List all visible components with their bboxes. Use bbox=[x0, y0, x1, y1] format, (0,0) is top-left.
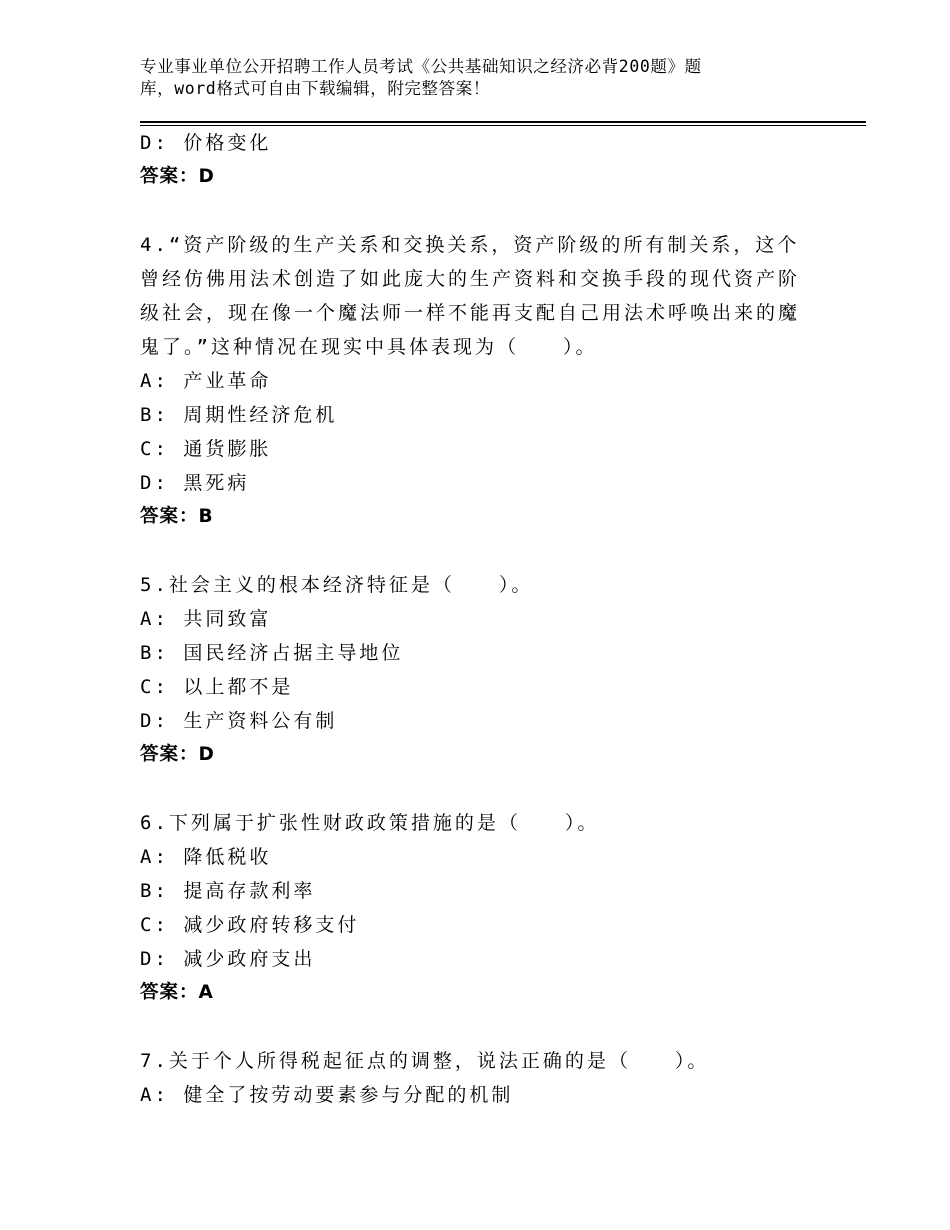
question-stem: 6.下列属于扩张性财政政策措施的是（ ）。 bbox=[140, 812, 600, 834]
spacer bbox=[140, 772, 820, 806]
option-b: B: 提高存款利率 bbox=[140, 880, 316, 902]
option-b: B: 周期性经济危机 bbox=[140, 404, 338, 426]
answer-line: 答案：B bbox=[140, 506, 214, 527]
option-c: C: 减少政府转移支付 bbox=[140, 914, 360, 936]
answer-line: 答案：A bbox=[140, 982, 214, 1003]
option-d: D: 减少政府支出 bbox=[140, 948, 316, 970]
spacer bbox=[140, 1010, 820, 1044]
option-a: A: 产业革命 bbox=[140, 370, 272, 392]
question-stem-line: 曾经仿佛用法术创造了如此庞大的生产资料和交换手段的现代资产阶 bbox=[140, 268, 801, 290]
question-stem-line: 鬼了。”这种情况在现实中具体表现为（ ）。 bbox=[140, 336, 598, 358]
answer-line: 答案：D bbox=[140, 744, 215, 765]
answer-line: 答案：D bbox=[140, 166, 215, 187]
option-a: A: 健全了按劳动要素参与分配的机制 bbox=[140, 1084, 514, 1106]
question-stem: 5.社会主义的根本经济特征是（ ）。 bbox=[140, 574, 534, 596]
question-stem-line: 级社会，现在像一个魔法师一样不能再支配自己用法术呼唤出来的魔 bbox=[140, 302, 801, 324]
option-c: C: 以上都不是 bbox=[140, 676, 294, 698]
option-a: A: 共同致富 bbox=[140, 608, 272, 630]
option-d: D: 生产资料公有制 bbox=[140, 710, 338, 732]
option-c: C: 通货膨胀 bbox=[140, 438, 272, 460]
document-header bbox=[140, 56, 780, 100]
spacer bbox=[140, 194, 820, 228]
option-d: D: 黑死病 bbox=[140, 472, 250, 494]
option-b: B: 国民经济占据主导地位 bbox=[140, 642, 404, 664]
header-title-line-2: 库，word格式可自由下载编辑，附完整答案！ bbox=[140, 79, 490, 98]
option-a: A: 降低税收 bbox=[140, 846, 272, 868]
header-rule-thick bbox=[140, 121, 866, 123]
header-title-line-1: 专业事业单位公开招聘工作人员考试《公共基础知识之经济必背200题》题 bbox=[140, 57, 702, 76]
question-stem: 7.关于个人所得税起征点的调整，说法正确的是（ ）。 bbox=[140, 1050, 710, 1072]
option-d: D: 价格变化 bbox=[140, 132, 272, 154]
question-stem-line: 4.“资产阶级的生产关系和交换关系，资产阶级的所有制关系，这个 bbox=[140, 234, 800, 256]
spacer bbox=[140, 534, 820, 568]
document-body bbox=[140, 126, 820, 1112]
question-stem bbox=[140, 228, 810, 364]
